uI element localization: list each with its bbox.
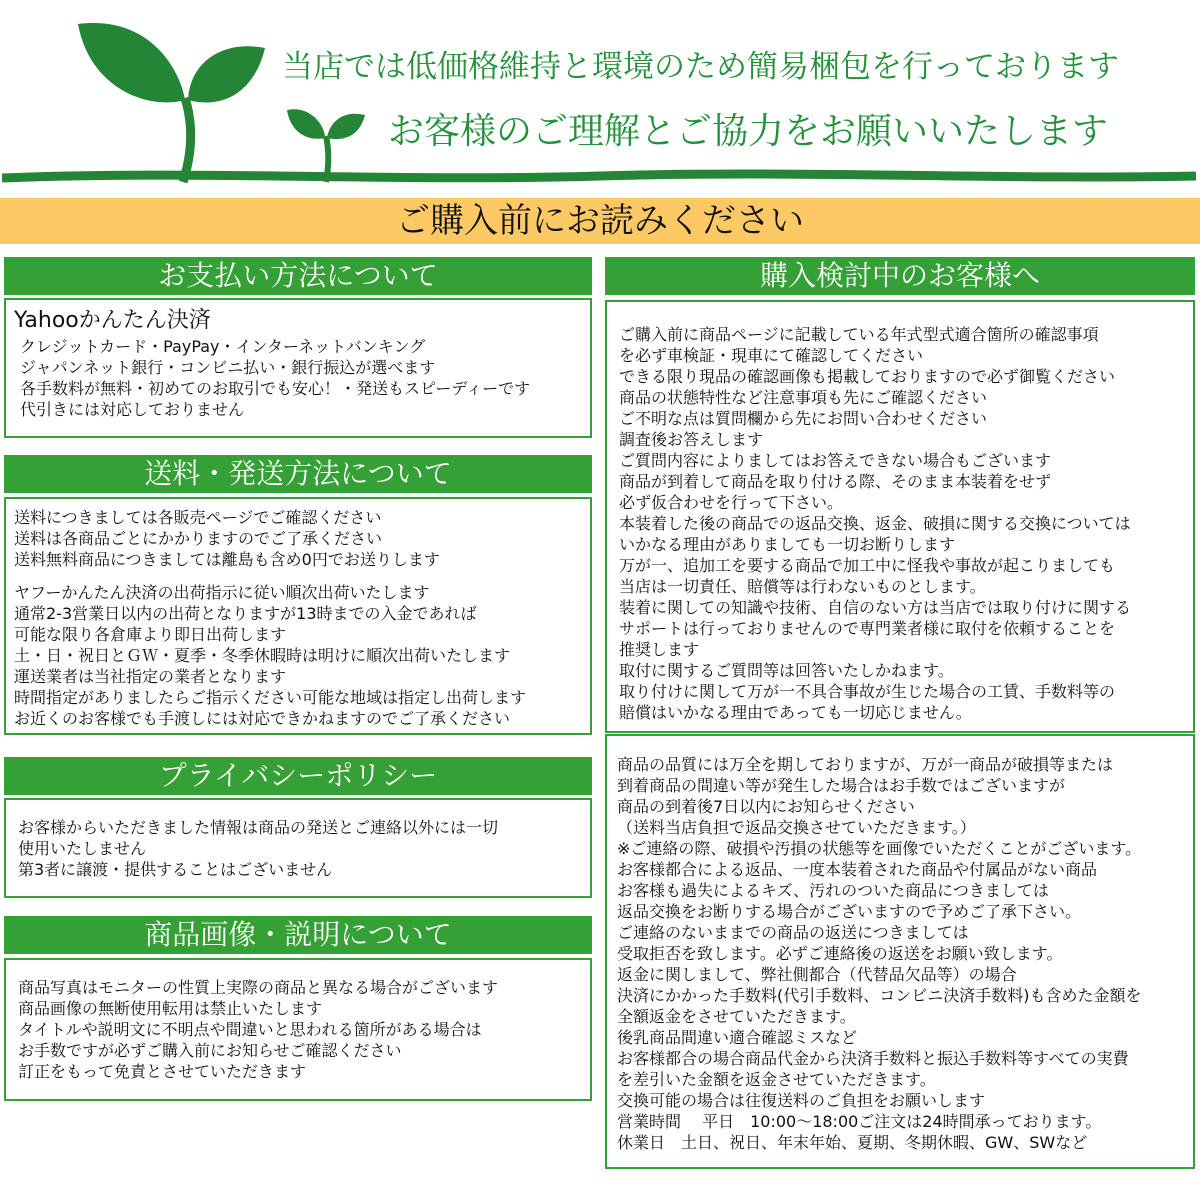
- considering-line: を必ず車検証・現車にて確認してください: [619, 346, 924, 365]
- privacy-line: 第3者に譲渡・提供することはございません: [18, 860, 333, 879]
- considering-line: サポートは行っておりませんので専門業者様に取付を依頼することを: [619, 619, 1116, 638]
- shipping-line: ヤフーかんたん決済の出荷指示に従い順次出荷いたします: [14, 583, 430, 602]
- sprout-icon: [0, 10, 1200, 190]
- payment-line: 代引きには対応しておりません: [20, 400, 245, 419]
- considering-line: できる限り現品の確認画像も掲載しておりますので必ず御覧ください: [619, 367, 1116, 386]
- considering-line: 推奨します: [619, 640, 700, 659]
- shipping-line: 通常2-3営業日以内の出荷となりますが13時までの入金であれば: [14, 604, 477, 623]
- considering-line: 必ず仮合わせを行って下さい。: [619, 493, 844, 512]
- returns-line: 商品の到着後7日以内にお知らせください: [617, 797, 915, 816]
- shipping-line: お近くのお客様でも手渡しには対応できかねますのでご了承ください: [14, 709, 511, 728]
- considering-line: 取り付けに関して万が一不具合事故が生じた場合の工賃、手数料等の: [619, 682, 1116, 701]
- shipping-box: [4, 497, 592, 735]
- returns-line: 営業時間 平日 10:00～18:00ご注文は24時間承っております。: [617, 1112, 1102, 1131]
- shipping-line: 土・日・祝日とＧＷ・夏季・冬季休暇時は明けに順次出荷いたします: [14, 646, 511, 665]
- shipping-line: 運送業者は当社指定の業者となります: [14, 667, 287, 686]
- returns-box: [605, 734, 1195, 1169]
- returns-line: お客様都合による返品、一度本装着された商品や付属品がない商品: [617, 860, 1098, 879]
- considering-line: ご不明な点は質問欄から先にお問い合わせください: [619, 409, 988, 428]
- considering-line: 商品が到着して商品を取り付ける際、そのまま本装着をせず: [619, 472, 1052, 491]
- returns-line: 受取拒否を致します。必ずご連絡後の返送をお願い致します。: [617, 944, 1063, 963]
- returns-line: 休業日 土日、祝日、年末年始、夏期、冬期休暇、GW、SWなど: [617, 1133, 1088, 1152]
- returns-line: ※ご連絡の際、破損や汚損の状態等を画像でいただくことがございます。: [617, 839, 1142, 858]
- images-line: 商品写真はモニターの性質上実際の商品と異なる場合がございます: [18, 978, 499, 997]
- shipping-line: 送料無料商品につきましては離島も含め0円でお送りします: [14, 550, 440, 569]
- header-line1: 当店では低価格維持と環境のため簡易梱包を行っております: [282, 49, 1119, 85]
- returns-line: 後乳商品間違い適合確認ミスなど: [617, 1028, 858, 1047]
- privacy-box: [4, 798, 592, 898]
- payment-line: ジャパンネット銀行・コンビニ払い・銀行振込が選べます: [20, 358, 436, 377]
- shipping-line: 送料につきましては各販売ページでご確認ください: [14, 508, 382, 527]
- header-line2: お客様のご理解とご協力をお願いいたします: [388, 111, 1109, 152]
- considering-line: 装着に関しての知識や技術、自信のない方は当店では取り付けに関する: [619, 598, 1132, 617]
- returns-line: 返金に関しまして、弊社側都合（代替品欠品等）の場合: [617, 965, 1017, 984]
- returns-line: 交換可能の場合は往復送料のご負担をお願いします: [617, 1091, 986, 1110]
- privacy-line: お客様からいただきました情報は商品の発送とご連絡以外には一切: [18, 818, 499, 837]
- returns-line: 商品の品質には万全を期しておりますが、万が一商品が破損等または: [617, 755, 1114, 774]
- images-box: [4, 958, 592, 1101]
- considering-line: 万が一、追加工を要する商品で加工中に怪我や事故が起こりましても: [619, 556, 1116, 575]
- considering-line: 取付に関するご質問等は回答いたしかねます。: [619, 661, 954, 680]
- returns-line: （送料当店負担で返品交換させていただきます。）: [617, 818, 976, 837]
- images-line: お手数ですが必ずご購入前にお知らせご確認ください: [18, 1041, 402, 1060]
- considering-line: 当店は一切責任、賠償等は行わないものとします。: [619, 577, 986, 596]
- considering-line: ご購入前に商品ページに記載している年式型式適合箇所の確認事項: [619, 325, 1099, 344]
- returns-line: お客様も過失によるキズ、汚れのついた商品につきましては: [617, 881, 1049, 900]
- considering-line: ご質問内容によりましてはお答えできない場合もございます: [619, 451, 1052, 470]
- returns-line: 返品交換をお断りする場合がございますので予めご了承下さい。: [617, 902, 1082, 921]
- payment-heading: Yahooかんたん決済: [14, 308, 211, 333]
- read-before-purchase-banner: ご購入前にお読みください: [0, 198, 1200, 244]
- returns-line: を差引いた金額を返金させていただきます。: [617, 1070, 936, 1089]
- payment-line: 各手数料が無料・初めてのお取引でも安心！・発送もスピーディーです: [20, 379, 531, 398]
- shipping-title: 送料・発送方法について: [4, 455, 592, 493]
- considering-box: [605, 300, 1195, 733]
- returns-line: お客様都合の場合商品代金から決済手数料と振込手数料等すべての実費: [617, 1049, 1129, 1068]
- considering-line: いかなる理由がありましても一切お断りします: [619, 535, 956, 554]
- images-line: 商品画像の無断使用転用は禁止いたします: [18, 999, 323, 1018]
- privacy-line: 使用いたしません: [18, 839, 147, 858]
- considering-line: 調査後お答えします: [619, 430, 764, 449]
- returns-line: 全額返金をさせていただきます。: [617, 1007, 856, 1026]
- considering-line: 本装着した後の商品での返品交換、返金、破損に関する交換については: [619, 514, 1131, 533]
- images-line: 訂正をもって免責とさせていただきます: [18, 1062, 307, 1081]
- payment-box: [4, 298, 592, 438]
- payment-line: クレジットカード・PayPay・インターネットバンキング: [20, 337, 426, 356]
- returns-line: 到着商品の間違い等が発生した場合はお手数ではございますが: [617, 776, 1066, 795]
- returns-line: ご連絡のないままでの商品の返送につきましては: [617, 923, 969, 942]
- privacy-title: プライバシーポリシー: [4, 757, 592, 795]
- considering-line: 賠償はいかなる理由であっても一切応じません。: [619, 703, 972, 722]
- shipping-line: 時間指定がありましたらご指示ください可能な地域は指定し出荷します: [14, 688, 527, 707]
- considering-line: 商品の状態特性など注意事項も先にご確認ください: [619, 388, 988, 407]
- considering-title: 購入検討中のお客様へ: [605, 257, 1195, 295]
- images-line: タイトルや説明文に不明点や間違いと思われる箇所がある場合は: [18, 1020, 482, 1039]
- returns-line: 決済にかかった手数料(代引手数料、コンビニ決済手数料)も含めた金額を: [617, 986, 1142, 1005]
- images-title: 商品画像・説明について: [4, 916, 592, 954]
- shipping-line: 可能な限り各倉庫より即日出荷します: [14, 625, 287, 644]
- shipping-line: 送料は各商品ごとにかかりますのでご了承ください: [14, 529, 383, 548]
- payment-title: お支払い方法について: [4, 257, 592, 295]
